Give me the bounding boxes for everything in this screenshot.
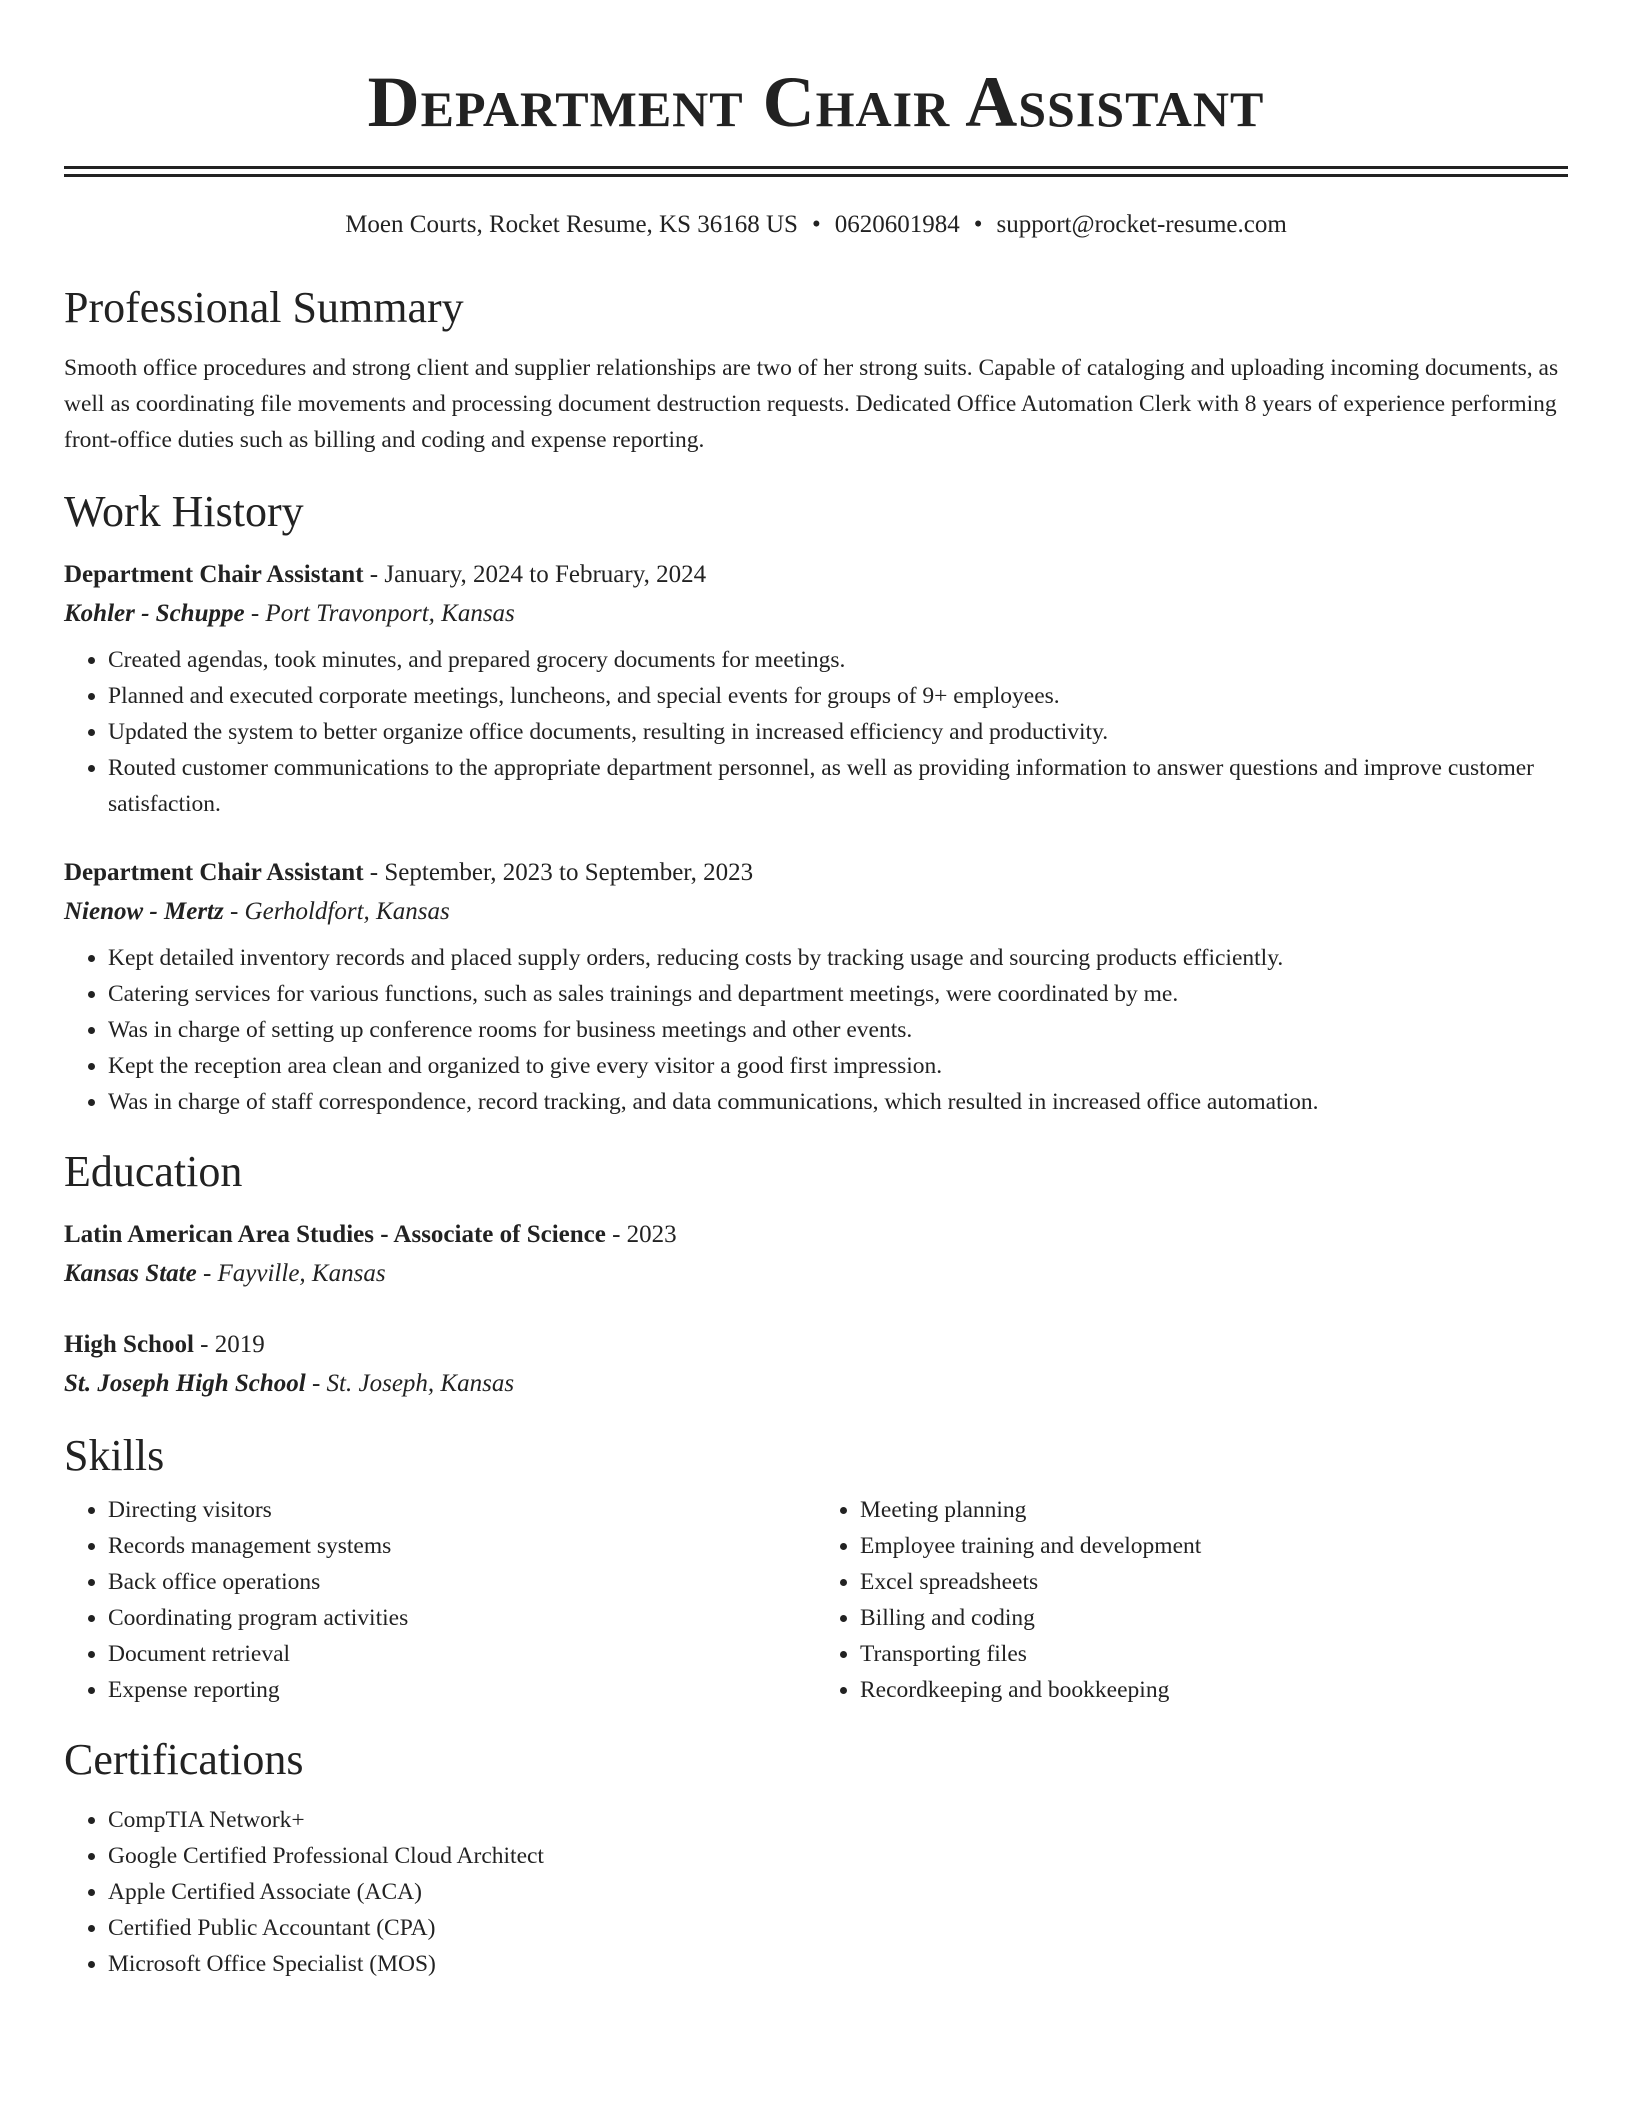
certification-item: • CompTIA Network+ [108, 1802, 1568, 1838]
job-location: - Gerholdfort, Kansas [223, 898, 450, 925]
job-dates: - January, 2024 to February, 2024 [363, 561, 707, 588]
skills-heading: Skills [64, 1431, 165, 1480]
skills-list-left [64, 1492, 816, 1708]
certifications-section [64, 1734, 1568, 1982]
education-school: Kansas State [64, 1260, 197, 1287]
job-bullet: • Kept the reception area clean and organized to give every visitor a good first impression. [108, 1048, 1568, 1084]
job-employer-line [64, 892, 1568, 932]
job-dates: - September, 2023 to September, 2023 [363, 859, 754, 886]
summary-section [64, 282, 1568, 458]
education-location: - Fayville, Kansas [196, 1260, 386, 1287]
job-bullet: • Catering services for various functions, such as sales trainings and department meetings, were coordinated by me. [108, 976, 1568, 1012]
education-school-line [64, 1254, 1568, 1294]
candidate-name: Department Chair Assistant [367, 62, 1265, 142]
contact-separator: • [811, 211, 821, 238]
skill-item: • Back office operations [108, 1564, 816, 1600]
education-degree-line [64, 1326, 1568, 1364]
skill-item: • Directing visitors [108, 1492, 816, 1528]
education-school-line [64, 1364, 1568, 1404]
job-bullet: • Created agendas, took minutes, and prepared grocery documents for meetings. [108, 642, 1568, 678]
education-degree: High School [64, 1331, 194, 1358]
header-double-rule [64, 166, 1568, 177]
certification-item: • Apple Certified Associate (ACA) [108, 1874, 1568, 1910]
job-title: Department Chair Assistant [64, 859, 364, 886]
skill-item: • Document retrieval [108, 1636, 816, 1672]
education-degree: Latin American Area Studies - Associate of Science [64, 1221, 606, 1248]
job-location: - Port Travonport, Kansas [244, 600, 515, 627]
job-title-line [64, 854, 1568, 892]
skill-item: • Meeting planning [860, 1492, 1568, 1528]
certification-item: • Microsoft Office Specialist (MOS) [108, 1946, 1568, 1982]
skill-item: • Records management systems [108, 1528, 816, 1564]
skill-item: • Excel spreadsheets [860, 1564, 1568, 1600]
job-bullet: • Routed customer communications to the appropriate department personnel, as well as providing information to answer questions and improve customer satisfaction. [108, 750, 1568, 822]
job-bullet: • Was in charge of staff correspondence, record tracking, and data communications, which resulted in increased office automation. [108, 1084, 1568, 1120]
skills-section [64, 1430, 1568, 1708]
certifications-list [64, 1802, 1568, 1982]
education-location: - St. Joseph, Kansas [305, 1370, 515, 1397]
education-heading: Education [64, 1147, 243, 1196]
contact-line [64, 210, 1568, 240]
job-entry [64, 556, 1568, 822]
certifications-heading: Certifications [64, 1735, 304, 1784]
job-title-line [64, 556, 1568, 594]
contact-phone: 0620601984 [834, 211, 960, 238]
skill-item: • Recordkeeping and bookkeeping [860, 1672, 1568, 1708]
job-bullet-list [64, 642, 1568, 822]
job-employer-line [64, 594, 1568, 634]
work-history-heading: Work History [64, 487, 304, 536]
summary-text: Smooth office procedures and strong client and supplier relationships are two of her strong suits. Capable of cataloging and uploading incoming documents, as well as coordinating file movements and processing document destruction requests. Dedicated Office Automation Clerk with 8 years of experience performing front-office duties such as billing and coding and expense reporting. [64, 355, 1559, 453]
job-bullet-list [64, 940, 1568, 1120]
education-year: - 2023 [605, 1221, 677, 1248]
skill-item: • Coordinating program activities [108, 1600, 816, 1636]
job-bullet: • Planned and executed corporate meetings, luncheons, and special events for groups of 9+ employees. [108, 678, 1568, 714]
education-entry [64, 1216, 1568, 1294]
skills-columns [64, 1492, 1568, 1708]
education-degree-line [64, 1216, 1568, 1254]
job-company: Kohler - Schuppe [64, 600, 245, 627]
job-bullet: • Updated the system to better organize office documents, resulting in increased efficiency and productivity. [108, 714, 1568, 750]
certification-item: • Google Certified Professional Cloud Architect [108, 1838, 1568, 1874]
skills-list-right [816, 1492, 1568, 1708]
contact-separator: • [973, 211, 983, 238]
job-title: Department Chair Assistant [64, 561, 364, 588]
education-year: - 2019 [193, 1331, 265, 1358]
summary-heading: Professional Summary [64, 283, 464, 332]
job-bullet: • Kept detailed inventory records and placed supply orders, reducing costs by tracking usage and sourcing products efficiently. [108, 940, 1568, 976]
skill-item: • Transporting files [860, 1636, 1568, 1672]
skill-item: • Billing and coding [860, 1600, 1568, 1636]
education-entry [64, 1326, 1568, 1404]
certification-item: • Certified Public Accountant (CPA) [108, 1910, 1568, 1946]
education-school: St. Joseph High School [64, 1370, 306, 1397]
job-company: Nienow - Mertz [64, 898, 224, 925]
work-history-section [64, 486, 1568, 1120]
job-bullet: • Was in charge of setting up conference rooms for business meetings and other events. [108, 1012, 1568, 1048]
skill-item: • Employee training and development [860, 1528, 1568, 1564]
contact-email: support@rocket-resume.com [996, 211, 1287, 238]
skill-item: • Expense reporting [108, 1672, 816, 1708]
contact-address: Moen Courts, Rocket Resume, KS 36168 US [345, 211, 798, 238]
education-section [64, 1146, 1568, 1404]
job-entry [64, 854, 1568, 1120]
